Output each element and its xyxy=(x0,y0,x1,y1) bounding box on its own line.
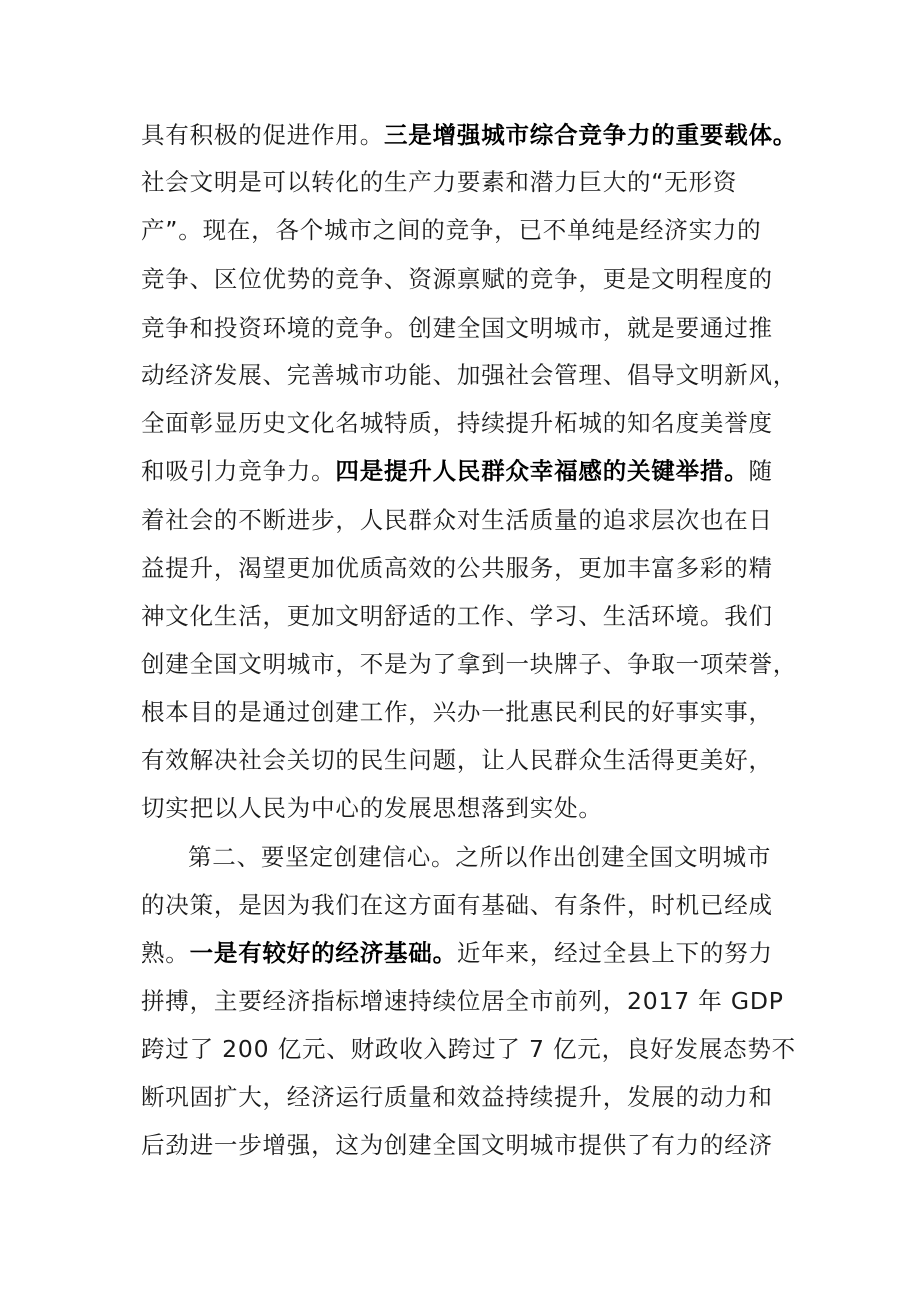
bold-heading: 三是增强城市综合竞争力的重要载体。 xyxy=(384,121,798,149)
text-line xyxy=(141,793,603,823)
text-line xyxy=(141,408,773,438)
text-line xyxy=(141,313,773,343)
text-segment: 竞争、区位优势的竞争、资源禀赋的竞争，更是文明程度的 xyxy=(141,265,773,293)
text-segment: 随 xyxy=(748,457,773,485)
text-line xyxy=(141,601,773,631)
text-line xyxy=(141,890,773,920)
text-segment: 的决策，是因为我们在这方面有基础、有条件，时机已经成 xyxy=(141,891,773,919)
text-segment: 拼搏，主要经济指标增速持续位居全市前列，2017 年 GDP xyxy=(141,987,784,1015)
text-segment: 根本目的是通过创建工作，兴办一批惠民利民的好事实事， xyxy=(141,698,773,726)
text-segment: 跨过了 200 亿元、财政收入跨过了 7 亿元，良好发展态势不 xyxy=(141,1035,796,1063)
text-line xyxy=(141,745,773,775)
text-segment: 益提升，渴望更加优质高效的公共服务，更加丰富多彩的精 xyxy=(141,554,773,582)
bold-heading: 一是有较好的经济基础。 xyxy=(189,939,457,967)
text-segment: 近年来，经过全县上下的努力 xyxy=(456,939,773,967)
text-segment: 神文化生活，更加文明舒适的工作、学习、生活环境。我们 xyxy=(141,602,773,630)
text-segment: 创建全国文明城市，不是为了拿到一块牌子、争取一项荣誉， xyxy=(141,650,798,678)
text-line xyxy=(141,167,737,197)
text-segment: 全面彰显历史文化名城特质，持续提升柘城的知名度美誉度 xyxy=(141,409,773,437)
text-segment: 第二、要坚定创建信心。之所以作出创建全国文明城市 xyxy=(188,843,772,871)
text-line xyxy=(141,264,773,294)
text-line xyxy=(141,120,797,150)
text-segment: 产”。现在，各个城市之间的竞争，已不单纯是经济实力的 xyxy=(141,216,762,244)
text-segment: 断巩固扩大，经济运行质量和效益持续提升，发展的动力和 xyxy=(141,1083,773,1111)
text-segment: 具有积极的促进作用。 xyxy=(141,121,384,149)
text-line xyxy=(141,986,784,1016)
text-line xyxy=(141,215,761,245)
bold-heading: 四是提升人民群众幸福感的关键举措。 xyxy=(335,457,749,485)
text-segment: 竞争和投资环境的竞争。创建全国文明城市，就是要通过推 xyxy=(141,314,773,342)
text-line xyxy=(141,697,773,727)
text-segment: 着社会的不断进步，人民群众对生活质量的追求层次也在日 xyxy=(141,506,773,534)
text-segment: 有效解决社会关切的民生问题，让人民群众生活得更美好， xyxy=(141,746,773,774)
text-line xyxy=(141,360,797,390)
text-segment: 和吸引力竞争力。 xyxy=(141,457,336,485)
text-segment: 熟。 xyxy=(141,939,190,967)
text-line xyxy=(141,1130,773,1160)
text-segment: 后劲进一步增强，这为创建全国文明城市提供了有力的经济 xyxy=(141,1131,773,1159)
text-segment: 社会文明是可以转化的生产力要素和潜力巨大的“无形资 xyxy=(141,168,738,196)
text-line xyxy=(141,938,773,968)
text-line xyxy=(141,456,773,486)
text-segment: 动经济发展、完善城市功能、加强社会管理、倡导文明新风， xyxy=(141,361,798,389)
text-line xyxy=(141,1082,773,1112)
paragraph-first-line xyxy=(188,842,771,872)
text-line xyxy=(141,505,773,535)
text-line xyxy=(141,649,797,679)
text-line xyxy=(141,553,773,583)
text-line xyxy=(141,1034,796,1064)
text-segment: 切实把以人民为中心的发展思想落到实处。 xyxy=(141,794,603,822)
